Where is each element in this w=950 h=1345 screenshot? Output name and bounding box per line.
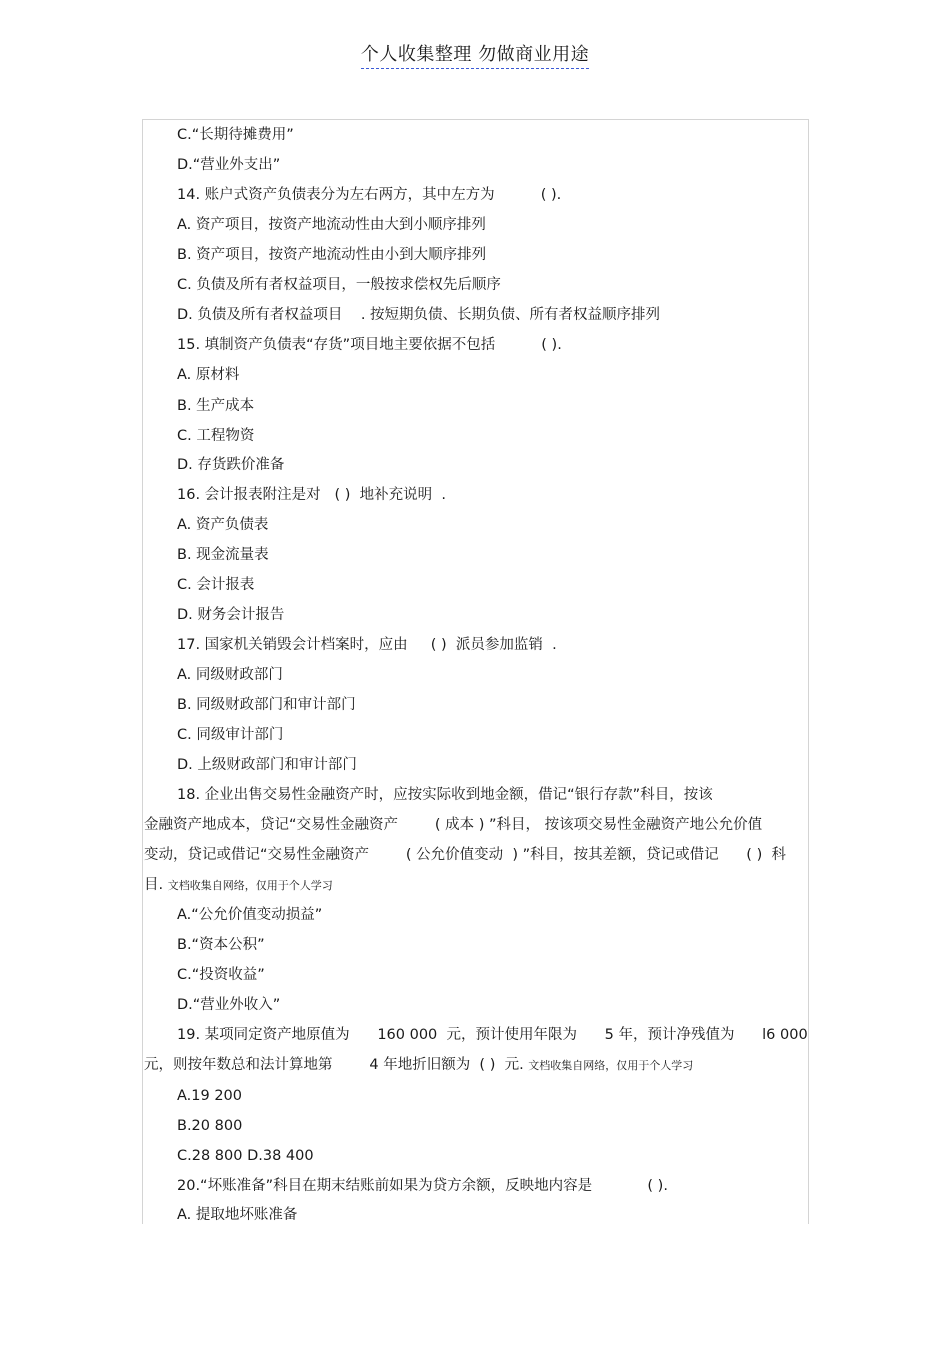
option-a-14: A. 资产项目，按资产地流动性由大到小顺序排列: [177, 217, 486, 233]
option-d-15: D. 存货跌价准备: [177, 457, 285, 473]
option-d-14: D. 负债及所有者权益项目 . 按短期负债、长期负债、所有者权益顺序排列: [177, 307, 661, 323]
option-d-13: D.“营业外支出”: [177, 157, 281, 173]
question-14: 14. 账户式资产负债表分为左右两方，其中左方为 ( ).: [177, 187, 562, 203]
option-c-18: C.“投资收益”: [177, 967, 265, 983]
header-text: 个人收集整理 勿做商业用途: [361, 44, 589, 69]
option-c-14: C. 负债及所有者权益项目，一般按求偿权先后顺序: [177, 277, 501, 293]
option-a-18: A.“公允价值变动损益”: [177, 907, 323, 923]
option-cd-19: C.28 800 D.38 400: [177, 1148, 314, 1164]
watermark-note: 文档收集自网络，仅用于个人学习: [167, 879, 333, 892]
option-d-16: D. 财务会计报告: [177, 607, 285, 623]
option-d-17: D. 上级财政部门和审计部门: [177, 757, 357, 773]
option-b-14: B. 资产项目，按资产地流动性由小到大顺序排列: [177, 247, 487, 263]
option-a-20: A. 提取地坏账准备: [177, 1207, 298, 1223]
option-c-13: C.“长期待摊费用”: [177, 127, 294, 143]
option-a-19: A.19 200: [177, 1088, 243, 1104]
question-18-line-1: 18. 企业出售交易性金融资产时，应按实际收到地金额，借记“银行存款”科目，按该: [177, 787, 713, 803]
option-b-17: B. 同级财政部门和审计部门: [177, 697, 356, 713]
option-d-18: D.“营业外收入”: [177, 997, 281, 1013]
option-a-16: A. 资产负债表: [177, 517, 269, 533]
option-a-15: A. 原材料: [177, 367, 240, 383]
option-b-15: B. 生产成本: [177, 398, 255, 414]
question-19-line-2: 元，则按年数总和法计算地第 4 年地折旧额为 ( ) 元. 文档收集自网络，仅用于个人学习: [144, 1057, 694, 1073]
option-a-17: A. 同级财政部门: [177, 667, 283, 683]
option-c-16: C. 会计报表: [177, 577, 255, 593]
option-c-15: C. 工程物资: [177, 428, 255, 444]
question-17: 17. 国家机关销毁会计档案时，应由 ( ) 派员参加监销 .: [177, 637, 557, 653]
question-20: 20.“坏账准备”科目在期末结账前如果为贷方余额，反映地内容是 ( ).: [177, 1178, 668, 1194]
option-b-16: B. 现金流量表: [177, 547, 269, 563]
option-b-18: B.“资本公积”: [177, 937, 265, 953]
question-19-line-1: 19. 某项同定资产地原值为 160 000 元，预计使用年限为 5 年，预计净残值为 l6 000: [177, 1027, 808, 1043]
page-header: [0, 40, 950, 66]
watermark-note: 文档收集自网络，仅用于个人学习: [528, 1059, 694, 1072]
option-c-17: C. 同级审计部门: [177, 727, 284, 743]
question-16: 16. 会计报表附注是对 ( ) 地补充说明 .: [177, 487, 446, 503]
question-15: 15. 填制资产负债表“存货”项目地主要依据不包括 ( ).: [177, 337, 562, 353]
option-b-19: B.20 800: [177, 1118, 243, 1134]
question-18-line-4: 目. 文档收集自网络，仅用于个人学习: [144, 877, 333, 893]
question-18-line-2: 金融资产地成本，贷记“交易性金融资产 ( 成本 ) ”科目， 按该项交易性金融资产地公允价值: [144, 817, 763, 833]
question-18-line-3: 变动，贷记或借记“交易性金融资产 ( 公允价值变动 ) ”科目，按其差额，贷记或借记 ( ) 科: [144, 847, 786, 863]
